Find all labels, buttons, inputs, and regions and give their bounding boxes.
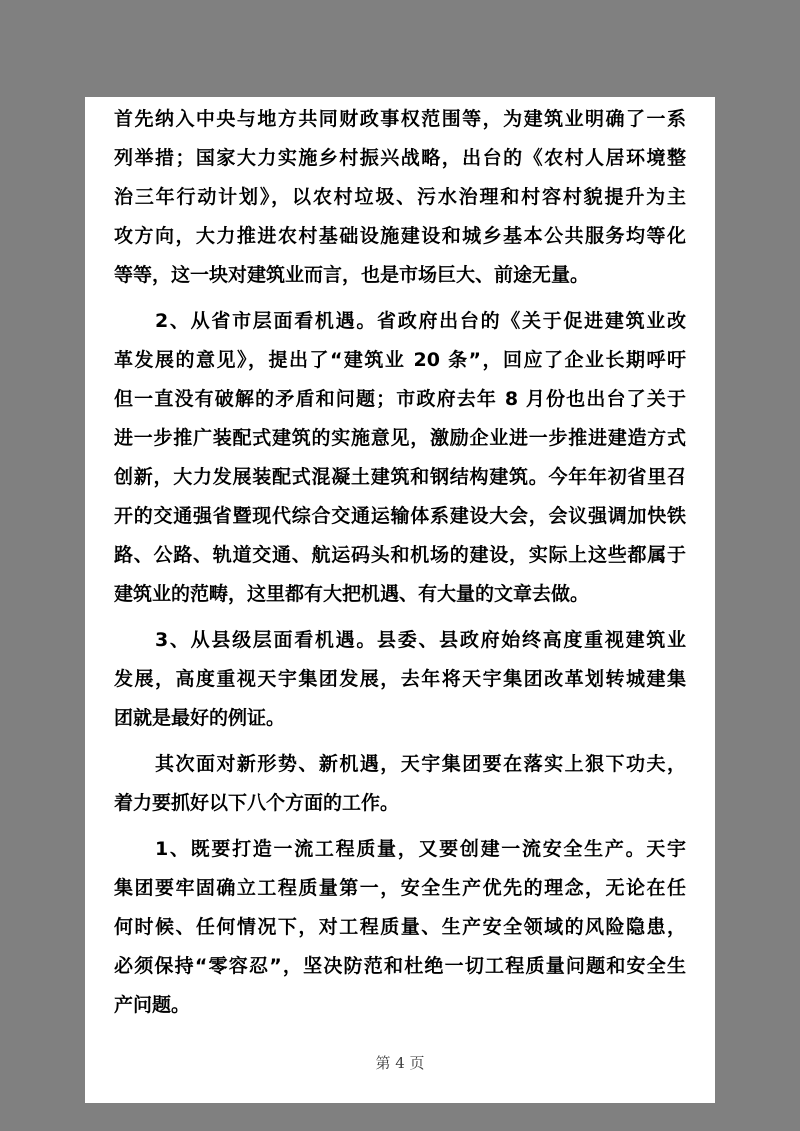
text-line: 等等，这一块对建筑业而言，也是市场巨大、前途无量。: [114, 264, 590, 286]
text-line: 革发展的意见》，提出了“建筑业 20 条”，回应了企业长期呼吁: [114, 349, 686, 371]
text-line: 1、既要打造一流工程质量，又要创建一流安全生产。天宇: [155, 838, 686, 860]
text-line: 何时候、任何情况下，对工程质量、生产安全领域的风险隐患，: [114, 916, 686, 938]
text-line: 治三年行动计划》，以农村垃圾、污水治理和村容村貌提升为主: [114, 186, 686, 208]
text-line: 建筑业的范畴，这里都有大把机遇、有大量的文章去做。: [114, 583, 590, 605]
text-line: 创新，大力发展装配式混凝土建筑和钢结构建筑。今年年初省里召: [114, 466, 686, 488]
text-line: 其次面对新形势、新机遇，天宇集团要在落实上狠下功夫，: [155, 753, 686, 775]
page-footer: 第 4 页: [375, 1054, 425, 1072]
text-line: 3、从县级层面看机遇。县委、县政府始终高度重视建筑业: [155, 629, 686, 651]
text-line: 团就是最好的例证。: [114, 707, 286, 729]
text-line: 2、从省市层面看机遇。省政府出台的《关于促进建筑业改: [155, 310, 686, 332]
text-line: 开的交通强省暨现代综合交通运输体系建设大会，会议强调加快铁: [114, 505, 686, 527]
text-line: 但一直没有破解的矛盾和问题；市政府去年 8 月份也出台了关于: [114, 388, 686, 410]
text-line: 集团要牢固确立工程质量第一，安全生产优先的理念，无论在任: [114, 877, 686, 899]
document-page: [85, 97, 715, 1103]
text-line: 攻方向，大力推进农村基础设施建设和城乡基本公共服务均等化: [114, 225, 686, 247]
text-line: 产问题。: [114, 994, 191, 1016]
document-body: [114, 100, 686, 1025]
paragraph: [114, 100, 686, 295]
text-line: 发展，高度重视天宇集团发展，去年将天宇集团改革划转城建集: [114, 668, 686, 690]
text-line: 进一步推广装配式建筑的实施意见，激励企业进一步推进建造方式: [114, 427, 686, 449]
paragraph: [114, 621, 686, 738]
paragraph: [114, 745, 686, 823]
text-line: 必须保持“零容忍”，坚决防范和杜绝一切工程质量问题和安全生: [114, 955, 686, 977]
text-line: 路、公路、轨道交通、航运码头和机场的建设，实际上这些都属于: [114, 544, 686, 566]
paragraph: [114, 302, 686, 614]
paragraph: [114, 830, 686, 1025]
text-line: 着力要抓好以下八个方面的工作。: [114, 792, 400, 814]
text-line: 首先纳入中央与地方共同财政事权范围等，为建筑业明确了一系: [114, 108, 686, 130]
text-line: 列举措；国家大力实施乡村振兴战略，出台的《农村人居环境整: [114, 147, 686, 169]
